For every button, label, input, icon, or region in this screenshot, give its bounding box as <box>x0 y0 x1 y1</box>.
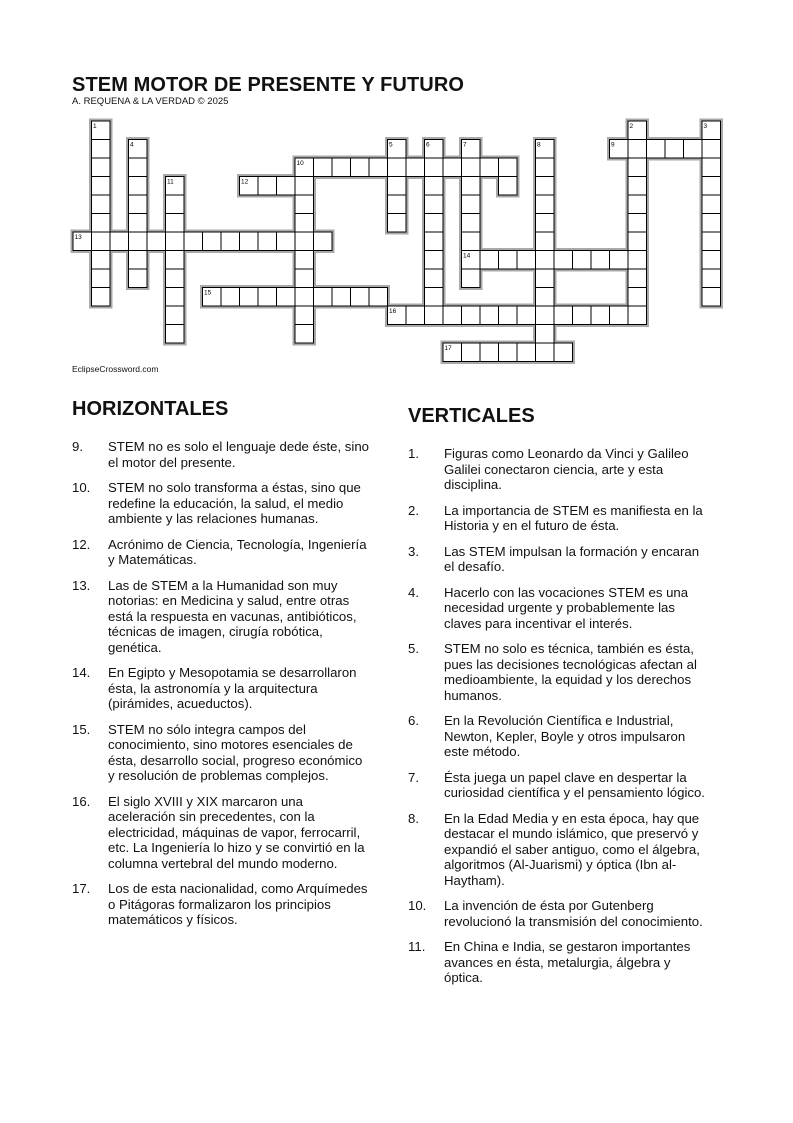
grid-cell[interactable] <box>295 214 314 233</box>
clue-number-label: 3 <box>703 122 708 130</box>
grid-cell[interactable] <box>129 158 148 177</box>
grid-cell[interactable] <box>499 177 518 196</box>
down-clue-text: STEM no solo es técnica, también es ésta, pues las decisiones tecnológicas afectan al medioambiente, la equidad y los derechos humanos. <box>444 641 697 703</box>
grid-cell[interactable] <box>184 232 203 251</box>
grid-cell[interactable] <box>554 251 573 270</box>
grid-cell[interactable] <box>425 177 444 196</box>
grid-cell[interactable] <box>702 288 721 307</box>
grid-cell[interactable] <box>536 177 555 196</box>
across-clue-number: 15. <box>72 721 91 737</box>
grid-cell[interactable] <box>258 288 277 307</box>
grid-cell[interactable] <box>258 177 277 196</box>
grid-cell[interactable] <box>129 177 148 196</box>
grid-cell[interactable] <box>462 306 481 325</box>
across-clue-text: Acrónimo de Ciencia, Tecnología, Ingeniería y Matemáticas. <box>108 536 367 567</box>
grid-cell[interactable] <box>684 140 703 159</box>
grid-cell[interactable] <box>277 177 296 196</box>
down-clue-number: 10. <box>408 898 427 913</box>
down-clue-text: La importancia de STEM es manifiesta en la Historia y en el futuro de ésta. <box>444 502 703 533</box>
grid-cell[interactable] <box>425 288 444 307</box>
across-clue <box>72 578 372 656</box>
grid-cell[interactable] <box>92 177 111 196</box>
grid-cell[interactable] <box>536 214 555 233</box>
grid-cell[interactable] <box>258 232 277 251</box>
grid-cell[interactable] <box>295 177 314 196</box>
grid-cell[interactable] <box>295 195 314 214</box>
down-clue-text: Figuras como Leonardo da Vinci y Galileo Galilei conectaron ciencia, arte y esta disciplina. <box>444 446 689 492</box>
grid-cell[interactable] <box>295 306 314 325</box>
grid-cell[interactable] <box>536 306 555 325</box>
down-clue-number: 4. <box>408 584 419 600</box>
grid-cell[interactable] <box>388 158 407 177</box>
grid-cell[interactable] <box>351 158 370 177</box>
grid-cell[interactable] <box>480 158 499 177</box>
across-clue-text: Las de STEM a la Humanidad son muy notorias: en Medicina y salud, entre otras está la respuesta en vacunas, antibióticos, técnicas de imagen, cirugía robótica, genética. <box>108 577 357 655</box>
across-clue <box>72 439 372 470</box>
grid-cell[interactable] <box>240 232 259 251</box>
grid-cell[interactable] <box>610 306 629 325</box>
grid-cell[interactable] <box>166 288 185 307</box>
across-clue-number: 14. <box>72 665 91 680</box>
grid-cell[interactable] <box>499 343 518 362</box>
clue-number-label: 11 <box>167 178 174 186</box>
clue-number-label: 14 <box>463 252 471 260</box>
grid-cell[interactable] <box>628 177 647 196</box>
grid-cell[interactable] <box>462 177 481 196</box>
clue-number-label: 15 <box>204 289 212 297</box>
grid-cell[interactable] <box>369 288 388 307</box>
grid-cell[interactable] <box>554 306 573 325</box>
grid-cell[interactable] <box>536 343 555 362</box>
grid-cell[interactable] <box>665 140 684 159</box>
grid-cell[interactable] <box>702 195 721 214</box>
down-clue-number: 8. <box>408 810 419 826</box>
grid-cell[interactable] <box>295 325 314 344</box>
clue-number-label: 10 <box>296 159 304 167</box>
across-clue-number: 13. <box>72 577 91 593</box>
grid-cell[interactable] <box>702 158 721 177</box>
grid-cell[interactable] <box>277 288 296 307</box>
grid-cell[interactable] <box>702 177 721 196</box>
grid-cell[interactable] <box>702 269 721 288</box>
grid-cell[interactable] <box>295 288 314 307</box>
grid-cell[interactable] <box>295 269 314 288</box>
clue-number-label: 8 <box>537 141 541 149</box>
grid-cell[interactable] <box>628 158 647 177</box>
grid-cell[interactable] <box>295 232 314 251</box>
down-clue <box>408 585 708 632</box>
across-clue-list <box>72 439 372 928</box>
grid-cell[interactable] <box>628 232 647 251</box>
grid-cell[interactable] <box>499 306 518 325</box>
down-clue-list <box>408 446 708 986</box>
grid-cell[interactable] <box>628 306 647 325</box>
grid-cell[interactable] <box>203 232 222 251</box>
grid-cell[interactable] <box>332 288 351 307</box>
grid-cell[interactable] <box>129 214 148 233</box>
grid-cell[interactable] <box>166 251 185 270</box>
grid-cell[interactable] <box>462 195 481 214</box>
down-clue-number: 3. <box>408 543 419 559</box>
down-clue <box>408 939 708 986</box>
grid-cell[interactable] <box>425 306 444 325</box>
down-clue <box>408 503 708 534</box>
grid-cell[interactable] <box>536 251 555 270</box>
grid-cell[interactable] <box>480 343 499 362</box>
across-clue <box>72 722 372 784</box>
grid-cell[interactable] <box>406 158 425 177</box>
grid-cell[interactable] <box>702 251 721 270</box>
grid-cell[interactable] <box>536 269 555 288</box>
grid-cell[interactable] <box>425 158 444 177</box>
grid-cell[interactable] <box>462 232 481 251</box>
grid-cell[interactable] <box>480 306 499 325</box>
grid-cell[interactable] <box>314 158 333 177</box>
grid-cell[interactable] <box>536 232 555 251</box>
across-clue-text: STEM no sólo integra campos del conocimiento, sino motores esenciales de ésta, desarrollo social, progreso económico y resolución de problemas complejos. <box>108 721 363 783</box>
crossword-grid <box>0 0 793 380</box>
across-clue-number: 9. <box>72 439 83 454</box>
across-clue <box>72 480 372 527</box>
across-clue-number: 17. <box>72 881 91 896</box>
grid-cell[interactable] <box>628 251 647 270</box>
grid-cell[interactable] <box>499 251 518 270</box>
grid-cell[interactable] <box>425 269 444 288</box>
grid-cell[interactable] <box>92 214 111 233</box>
grid-cell[interactable] <box>240 288 259 307</box>
clue-number-label: 17 <box>444 344 452 352</box>
grid-cell[interactable] <box>129 251 148 270</box>
down-clue-text: Las STEM impulsan la formación y encaran el desafío. <box>444 543 700 574</box>
grid-cell[interactable] <box>462 269 481 288</box>
down-clue <box>408 641 708 703</box>
grid-cell[interactable] <box>129 232 148 251</box>
grid-cell[interactable] <box>166 325 185 344</box>
grid-cell[interactable] <box>591 306 610 325</box>
grid-cell[interactable] <box>573 251 592 270</box>
down-clues-section <box>408 405 708 996</box>
grid-cell[interactable] <box>129 195 148 214</box>
grid-cell[interactable] <box>517 251 536 270</box>
down-clue-number: 1. <box>408 446 419 461</box>
across-clue-text: STEM no solo transforma a éstas, sino que redefine la educación, la salud, el medio ambiente y las relaciones humanas. <box>108 480 361 526</box>
clue-number-label: 6 <box>426 141 430 149</box>
grid-cell[interactable] <box>702 232 721 251</box>
across-clue-number: 12. <box>72 536 91 552</box>
grid-cell[interactable] <box>443 158 462 177</box>
grid-cell[interactable] <box>702 214 721 233</box>
down-clue-text: Ésta juega un papel clave en despertar la curiosidad científica y el pensamiento lógico. <box>444 769 705 800</box>
grid-cell[interactable] <box>462 158 481 177</box>
down-clue <box>408 770 708 801</box>
grid-cell[interactable] <box>628 195 647 214</box>
down-clue-text: La invención de ésta por Gutenberg revolucionó la transmisión del conocimiento. <box>444 898 703 929</box>
clue-number-label: 1 <box>93 122 97 130</box>
down-clue-number: 7. <box>408 769 419 785</box>
grid-cell[interactable] <box>92 158 111 177</box>
grid-cell[interactable] <box>536 288 555 307</box>
grid-cell[interactable] <box>628 140 647 159</box>
down-clue <box>408 544 708 575</box>
grid-cell[interactable] <box>332 158 351 177</box>
clue-number-label: 7 <box>463 141 467 149</box>
grid-cell[interactable] <box>92 288 111 307</box>
grid-cell[interactable] <box>92 140 111 159</box>
across-clues-section <box>72 398 372 938</box>
grid-cell[interactable] <box>425 195 444 214</box>
clue-number-label: 5 <box>389 141 393 149</box>
grid-cell[interactable] <box>536 325 555 344</box>
clue-number-label: 2 <box>629 122 634 130</box>
grid-cell[interactable] <box>628 269 647 288</box>
across-clue <box>72 881 372 928</box>
grid-cell[interactable] <box>425 214 444 233</box>
grid-cell[interactable] <box>647 140 666 159</box>
grid-cell[interactable] <box>462 343 481 362</box>
grid-cell[interactable] <box>110 232 129 251</box>
grid-cell[interactable] <box>166 214 185 233</box>
grid-cell[interactable] <box>591 251 610 270</box>
across-clue-number: 16. <box>72 793 91 809</box>
across-clue <box>72 794 372 872</box>
grid-cell[interactable] <box>166 269 185 288</box>
across-clue <box>72 665 372 712</box>
grid-cell[interactable] <box>92 195 111 214</box>
down-clue-number: 11. <box>408 939 426 954</box>
down-clue-number: 5. <box>408 641 419 656</box>
grid-cell[interactable] <box>610 251 629 270</box>
grid-cell[interactable] <box>166 306 185 325</box>
clue-number-label: 9 <box>611 141 615 149</box>
grid-cell[interactable] <box>221 232 240 251</box>
grid-cell[interactable] <box>517 343 536 362</box>
across-clue-text: El siglo XVIII y XIX marcaron una aceleración sin precedentes, con la electricidad, máquinas de vapor, ferrocarril, etc. La Ingeniería lo hizo y se convirtió en la columna vertebral del mundo moderno. <box>108 793 365 871</box>
grid-cell[interactable] <box>388 195 407 214</box>
grid-cell[interactable] <box>92 269 111 288</box>
grid-cell[interactable] <box>628 214 647 233</box>
across-heading: HORIZONTALES <box>72 398 229 420</box>
grid-cell[interactable] <box>147 232 166 251</box>
down-clue-number: 2. <box>408 502 419 518</box>
grid-cell[interactable] <box>517 306 536 325</box>
down-clue-text: En la Revolución Científica e Industrial, Newton, Kepler, Boyle y otros impulsaron este método. <box>444 713 686 759</box>
grid-cell[interactable] <box>443 306 462 325</box>
clue-number-label: 12 <box>241 178 249 186</box>
clue-number-label: 16 <box>389 307 397 315</box>
down-clue-text: En China e India, se gestaron importantes avances en ésta, metalurgia, álgebra y óptica. <box>444 939 691 985</box>
grid-cell[interactable] <box>388 177 407 196</box>
down-clue <box>408 713 708 760</box>
grid-cell[interactable] <box>314 288 333 307</box>
grid-cell[interactable] <box>277 232 296 251</box>
grid-cell[interactable] <box>554 343 573 362</box>
down-clue <box>408 446 708 493</box>
grid-cell[interactable] <box>462 214 481 233</box>
grid-cell[interactable] <box>536 195 555 214</box>
down-clue-number: 6. <box>408 713 419 728</box>
grid-cell[interactable] <box>92 251 111 270</box>
grid-cell[interactable] <box>129 269 148 288</box>
page-title: STEM MOTOR DE PRESENTE Y FUTURO <box>72 74 465 96</box>
grid-cell[interactable] <box>221 288 240 307</box>
clue-number-label: 4 <box>130 141 134 149</box>
grid-cell[interactable] <box>314 232 333 251</box>
across-clue <box>72 537 372 568</box>
grid-cell[interactable] <box>425 232 444 251</box>
grid-cell[interactable] <box>166 195 185 214</box>
across-clue-text: En Egipto y Mesopotamia se desarrollaron ésta, la astronomía y la arquitectura (pirámides, acueductos). <box>108 665 357 711</box>
down-clue-text: En la Edad Media y en esta época, hay que destacar el mundo islámico, que preservó y expandió el saber antiguo, como el álgebra, algoritmos (Al-Juarismi) y óptica (Ibn al-Haytham). <box>444 810 700 888</box>
down-clue-text: Hacerlo con las vocaciones STEM es una necesidad urgente y probablemente las claves para incentivar el interés. <box>444 584 689 631</box>
down-clue <box>408 811 708 889</box>
clue-number-label: 13 <box>74 233 82 241</box>
grid-cell[interactable] <box>351 288 370 307</box>
grid-cell[interactable] <box>573 306 592 325</box>
grid-cell[interactable] <box>92 232 111 251</box>
grid-cell[interactable] <box>536 158 555 177</box>
grid-cell[interactable] <box>406 306 425 325</box>
grid-cell[interactable] <box>295 251 314 270</box>
site-credit: EclipseCrossword.com <box>72 364 159 374</box>
grid-cell[interactable] <box>628 288 647 307</box>
across-clue-text: Los de esta nacionalidad, como Arquímedes o Pitágoras formalizaron los principios matemáticos y físicos. <box>108 881 368 927</box>
grid-cell[interactable] <box>369 158 388 177</box>
across-clue-number: 10. <box>72 480 91 495</box>
grid-cell[interactable] <box>702 140 721 159</box>
across-clue-text: STEM no es solo el lenguaje dede éste, sino el motor del presente. <box>108 439 369 470</box>
grid-cell[interactable] <box>166 232 185 251</box>
author-credit: A. REQUENA & LA VERDAD © 2025 <box>72 96 229 107</box>
grid-cell[interactable] <box>425 251 444 270</box>
grid-cell[interactable] <box>499 158 518 177</box>
down-clue <box>408 898 708 929</box>
grid-cell[interactable] <box>480 251 499 270</box>
grid-cell[interactable] <box>388 214 407 233</box>
down-heading: VERTICALES <box>408 405 535 427</box>
